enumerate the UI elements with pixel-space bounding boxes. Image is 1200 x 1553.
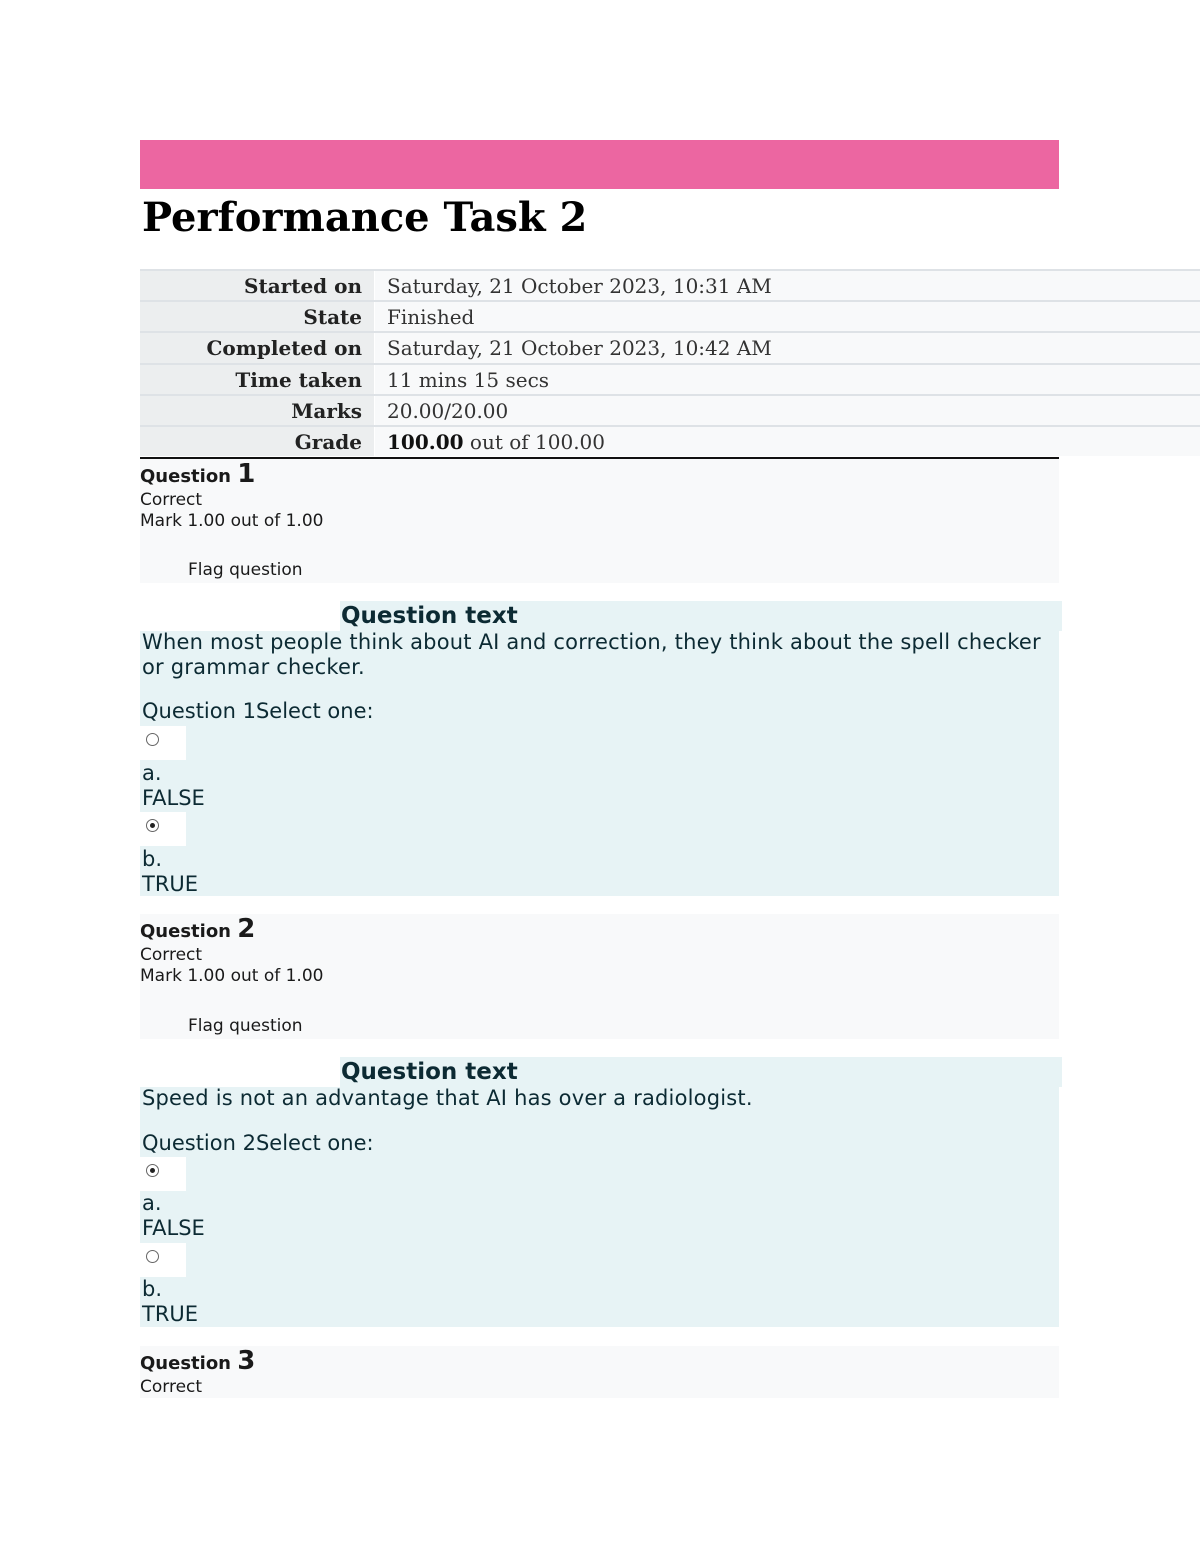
question-number: Question 2 (140, 914, 256, 944)
summary-label: Grade (140, 427, 374, 456)
question-mark: Mark 1.00 out of 1.00 (140, 511, 324, 531)
question-state: Correct (140, 1377, 203, 1397)
grade-score: 100.00 (387, 429, 464, 454)
question-number: Question 3 (140, 1346, 256, 1376)
select-one-prompt: Question 1Select one: (142, 699, 374, 723)
flag-question-link[interactable]: Flag question (188, 1016, 303, 1036)
summary-value: Saturday, 21 October 2023, 10:42 AM (374, 333, 1200, 362)
question-text: When most people think about AI and correction, they think about the spell checker or grammar checker. (142, 630, 1041, 679)
radio-option-b[interactable] (146, 1250, 159, 1263)
grade-out-of: out of 100.00 (463, 429, 606, 454)
attempt-summary-table (140, 269, 1200, 456)
option-text: TRUE (142, 1302, 199, 1326)
question-info-1 (140, 459, 1059, 583)
question-content-2 (140, 1057, 1059, 1327)
option-b-box (140, 1243, 186, 1277)
summary-value: Saturday, 21 October 2023, 10:31 AM (374, 271, 1200, 300)
summary-value: Finished (374, 302, 1200, 331)
option-letter: b. (142, 847, 163, 871)
summary-label: Started on (140, 271, 374, 300)
question-number: Question 1 (140, 459, 256, 489)
summary-row-time-taken (140, 363, 1200, 394)
summary-label: State (140, 302, 374, 331)
page-title: Performance Task 2 (142, 194, 588, 241)
summary-value (374, 427, 1200, 456)
summary-row-grade (140, 425, 1200, 456)
question-mark: Mark 1.00 out of 1.00 (140, 966, 324, 986)
option-text: FALSE (142, 1216, 205, 1240)
summary-label: Marks (140, 396, 374, 425)
question-info-2 (140, 914, 1059, 1039)
flag-question-link[interactable]: Flag question (188, 560, 303, 580)
option-text: TRUE (142, 872, 199, 896)
question-state: Correct (140, 945, 203, 965)
select-one-prompt: Question 2Select one: (142, 1131, 374, 1155)
summary-row-started (140, 269, 1200, 300)
option-b-box (140, 812, 186, 846)
option-letter: a. (142, 761, 162, 785)
option-a-box (140, 726, 186, 760)
summary-value: 11 mins 15 secs (374, 365, 1200, 394)
option-a-box (140, 1157, 186, 1191)
question-state: Correct (140, 490, 203, 510)
summary-row-marks (140, 394, 1200, 425)
question-text-heading: Question text (340, 1057, 1062, 1087)
option-text: FALSE (142, 786, 205, 810)
question-text: Speed is not an advantage that AI has over a radiologist. (142, 1086, 753, 1110)
question-info-3 (140, 1346, 1059, 1398)
radio-option-b[interactable] (146, 819, 159, 832)
question-text-heading: Question text (340, 601, 1062, 631)
summary-label: Completed on (140, 333, 374, 362)
summary-row-completed (140, 331, 1200, 362)
summary-value: 20.00/20.00 (374, 396, 1200, 425)
header-banner (140, 140, 1059, 189)
radio-option-a[interactable] (146, 1164, 159, 1177)
option-letter: a. (142, 1191, 162, 1215)
question-content-1 (140, 601, 1059, 896)
summary-label: Time taken (140, 365, 374, 394)
summary-row-state (140, 300, 1200, 331)
radio-option-a[interactable] (146, 733, 159, 746)
option-letter: b. (142, 1277, 163, 1301)
